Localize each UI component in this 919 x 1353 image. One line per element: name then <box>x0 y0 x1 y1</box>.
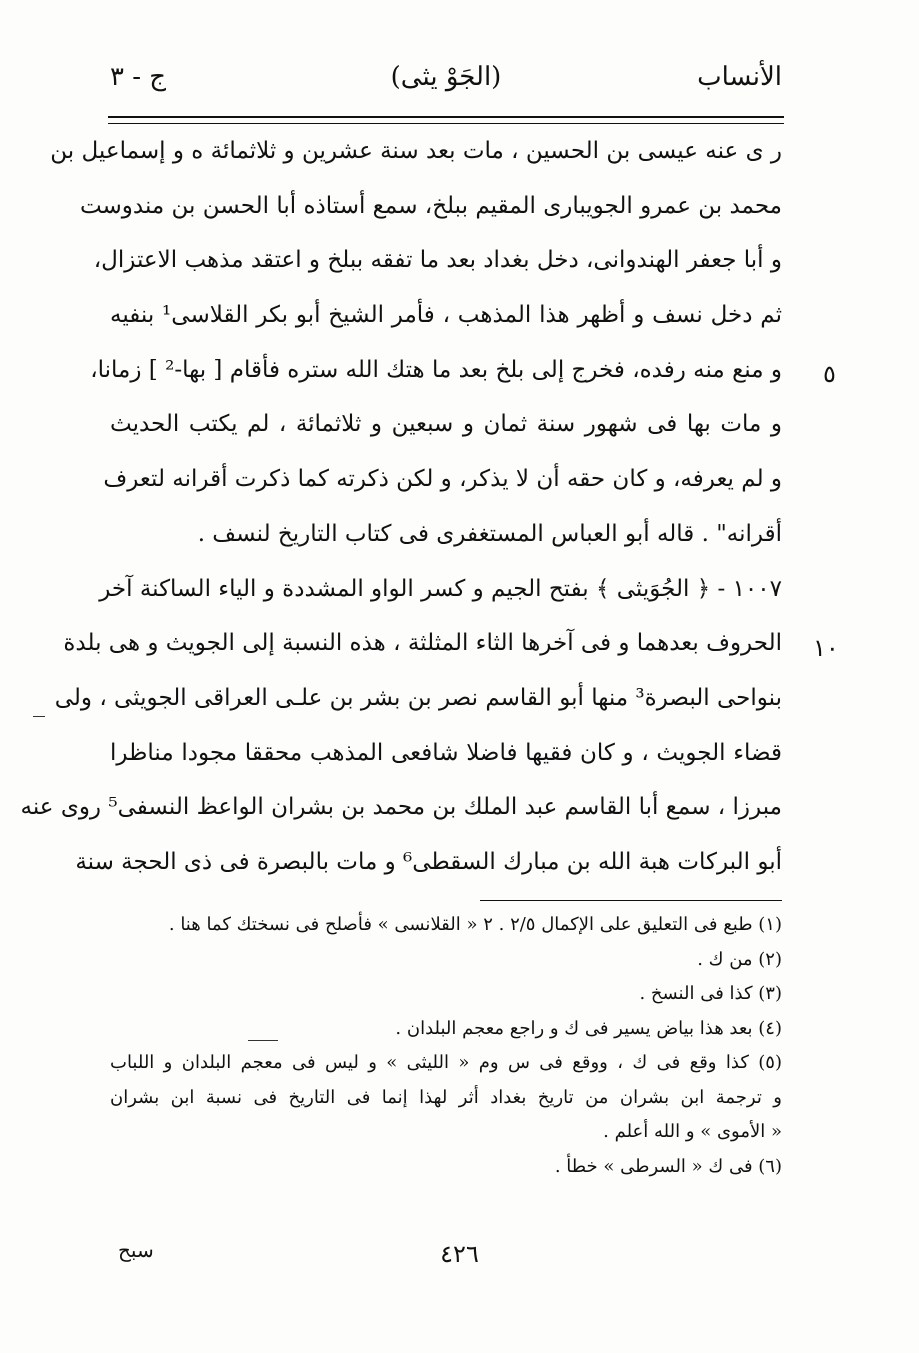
header-rule <box>108 116 784 124</box>
footnote-5-cont: و ترجمة ابن بشران من تاريخ بغداد أثر لهذا إنما فى التاريخ فى نسبة ابن بشران <box>110 1086 782 1108</box>
text-line: بنواحى البصرة³ منها أبو القاسم نصر بن بشر بن علـى العراقى الجويثى ، ولى <box>54 684 782 711</box>
footnote-1: (١) طبع فى التعليق على الإكمال ٢/٥ . ٢ « القلانسى » فأصلح فى نسختك كما هنا . <box>168 914 782 935</box>
footnote-5-end: « الأموى » و الله أعلم . <box>603 1121 782 1142</box>
entry-heading-line: ١٠٠٧ - ﴿ الجُوَيثى ﴾ بفتح الجيم و كسر الواو المشددة و الياء الساكنة آخر <box>99 575 782 602</box>
header-entry-title: (الجَوْ يثى) <box>390 62 502 92</box>
footnotes <box>110 908 782 1184</box>
text-line: و منع منه رفده، فخرج إلى بلخ بعد ما هتك الله ستره فأقام [ بها-² ] زمانا، <box>90 356 782 383</box>
text-line: محمد بن عمرو الجويبارى المقيم ببلخ، سمع أستاذه أبا الحسن بن مندوست <box>79 192 782 219</box>
footnote-5: (٥) كذا وقع فى ك ، ووقع فى س وم « الليثى » و ليس فى معجم البلدان و اللباب <box>110 1052 782 1073</box>
text-line: أبو البركات هبة الله بن مبارك السقطى⁶ و مات بالبصرة فى ذى الحجة سنة <box>75 848 782 875</box>
header-volume: ج - ٣ <box>110 62 167 92</box>
text-line: و مات بها فى شهور سنة ثمان و سبعين و ثلاثمائة ، لم يكتب الحديث <box>110 411 782 438</box>
text-line: و لم يعرفه، و كان حقه أن لا يذكر، و لكن ذكرته كما ذكرت أقرانه لتعرف <box>103 466 782 493</box>
text-line: قضاء الجويث ، و كان فقيها فاضلا شافعى المذهب محققا مجودا مناظرا <box>110 739 782 766</box>
text-line: الحروف بعدهما و فى آخرها الثاء المثلثة ، هذه النسبة إلى الجويث و هى بلدة <box>63 630 782 657</box>
line-number-10: ١٠ <box>813 634 839 662</box>
running-header <box>110 62 782 102</box>
main-text <box>20 124 782 890</box>
page-number: ٤٢٦ <box>440 1240 479 1268</box>
dash-mark <box>248 1040 278 1041</box>
footnote-3: (٣) كذا فى النسخ . <box>639 983 782 1004</box>
footnote-6: (٦) فى ك « السرطى » خطأ . <box>554 1155 782 1177</box>
text-line: مبرزا ، سمع أبا القاسم عبد الملك بن محمد بن بشران الواعظ النسفى⁵ روى عنه <box>20 794 782 821</box>
footnote-rule <box>480 900 782 901</box>
header-book-title: الأنساب <box>697 62 782 92</box>
margin-mark <box>33 716 45 717</box>
text-line: ثم دخل نسف و أظهر هذا المذهب ، فأمر الشيخ أبو بكر القلاسى¹ بنفيه <box>110 302 782 329</box>
line-number-5: ٥ <box>823 360 836 388</box>
footnote-4: (٤) بعد هذا بياض يسير فى ك و راجع معجم البلدان . <box>395 1017 782 1039</box>
signature-mark: سبح <box>118 1238 154 1262</box>
footnote-2: (٢) من ك . <box>697 948 782 970</box>
text-line: و أبا جعفر الهندوانى، دخل بغداد بعد ما تفقه ببلخ و اعتقد مذهب الاعتزال، <box>93 247 782 274</box>
text-line: أقرانه" . قاله أبو العباس المستغفرى فى كتاب التاريخ لنسف . <box>197 520 782 547</box>
text-line: ر ى عنه عيسى بن الحسين ، مات بعد سنة عشرين و ثلاثمائة ه و إسماعيل بن <box>50 138 782 164</box>
